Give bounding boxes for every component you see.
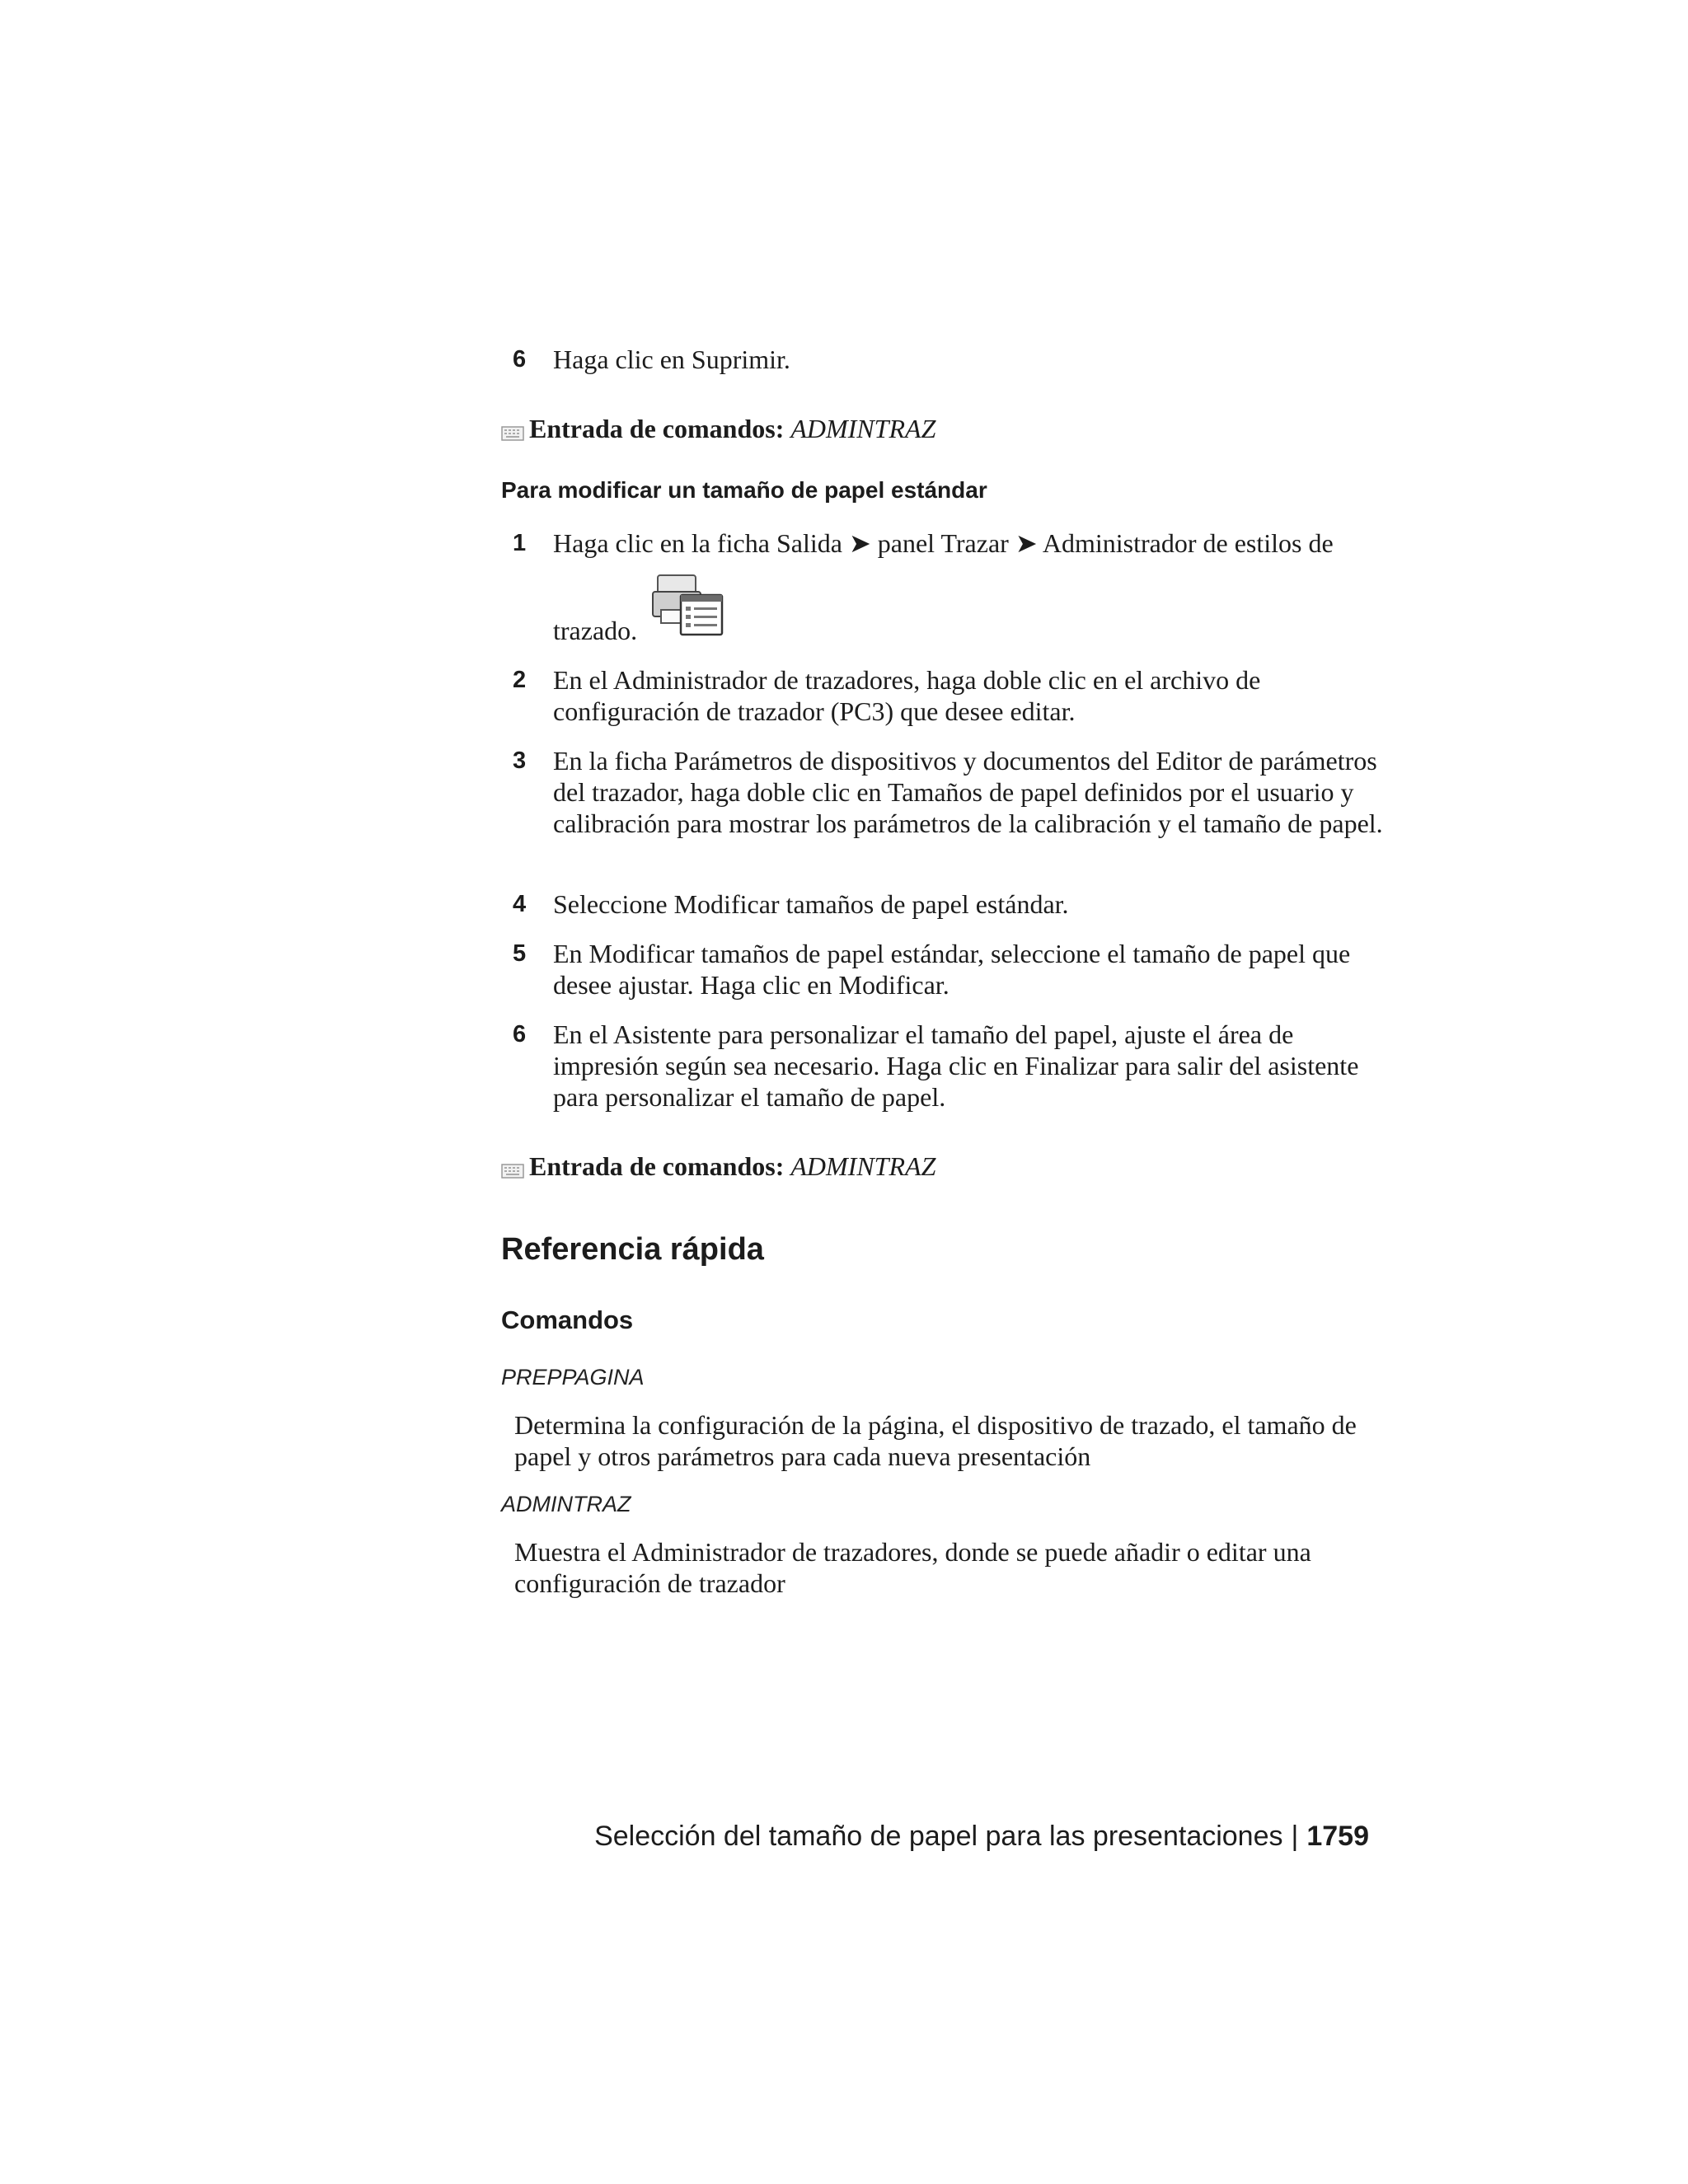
step-number: 1 bbox=[513, 530, 527, 556]
plotter-manager-icon bbox=[649, 564, 725, 644]
step-text: Haga clic en la ficha Salida ➤ panel Trazar ➤ Administrador de estilos de bbox=[553, 528, 1334, 558]
step-item bbox=[513, 745, 1386, 839]
step-text: En el Asistente para personalizar el tamaño del papel, ajuste el área de impresión según sea necesario. Haga clic en Finalizar para salir del asistente para personalizar el tamaño de papel. bbox=[553, 1019, 1359, 1112]
command-entry-label: Entrada de comandos: bbox=[529, 1151, 785, 1181]
command-entry-value: ADMINTRAZ bbox=[790, 1151, 936, 1181]
command-entry-label: Entrada de comandos: bbox=[529, 414, 785, 443]
command-name: ADMINTRAZ bbox=[501, 1492, 631, 1516]
step-text-continued: trazado. bbox=[553, 616, 638, 645]
step-number: 6 bbox=[513, 1021, 527, 1047]
step-text: Seleccione Modificar tamaños de papel estándar. bbox=[553, 889, 1069, 919]
step-text: En el Administrador de trazadores, haga doble clic en el archivo de configuración de trazador (PC3) que desee editar. bbox=[553, 665, 1261, 726]
command-name: PREPPAGINA bbox=[501, 1365, 645, 1390]
step-number: 3 bbox=[513, 748, 527, 774]
step-number: 2 bbox=[513, 667, 527, 693]
step-item bbox=[513, 344, 1386, 375]
page-footer bbox=[594, 1820, 1369, 1853]
step-item bbox=[513, 527, 1386, 559]
keyboard-icon bbox=[501, 1154, 524, 1185]
commands-subheading: Comandos bbox=[501, 1305, 634, 1334]
step-item bbox=[513, 664, 1386, 727]
step-item bbox=[513, 938, 1386, 1001]
step-number: 5 bbox=[513, 940, 527, 967]
command-entry bbox=[501, 413, 935, 448]
step-item bbox=[513, 888, 1386, 920]
quick-reference-heading: Referencia rápida bbox=[501, 1232, 764, 1267]
command-description: Muestra el Administrador de trazadores, donde se puede añadir o editar una configuración de trazador bbox=[514, 1537, 1311, 1598]
step-text: En la ficha Parámetros de dispositivos y documentos del Editor de parámetros del trazador, haga doble clic en Tamaños de papel definidos por el usuario y calibración para mostrar los parámetros de la calibración y el tamaño de papel. bbox=[553, 746, 1383, 838]
procedure-heading: Para modificar un tamaño de papel estándar bbox=[501, 477, 987, 503]
step-number: 6 bbox=[513, 346, 527, 373]
command-entry bbox=[501, 1151, 935, 1185]
step-number: 4 bbox=[513, 891, 527, 917]
command-description: Determina la configuración de la página, el dispositivo de trazado, el tamaño de papel y otros parámetros para cada nueva presentación bbox=[514, 1410, 1357, 1471]
step-text: En Modificar tamaños de papel estándar, seleccione el tamaño de papel que desee ajustar. Haga clic en Modificar. bbox=[553, 939, 1351, 1000]
command-entry-value: ADMINTRAZ bbox=[790, 414, 936, 443]
footer-title: Selección del tamaño de papel para las presentaciones bbox=[594, 1821, 1283, 1852]
step-item bbox=[513, 1019, 1386, 1113]
footer-separator: | bbox=[1291, 1821, 1299, 1852]
keyboard-icon bbox=[501, 416, 524, 448]
page-number: 1759 bbox=[1306, 1821, 1369, 1852]
step-text: Haga clic en Suprimir. bbox=[553, 344, 790, 374]
